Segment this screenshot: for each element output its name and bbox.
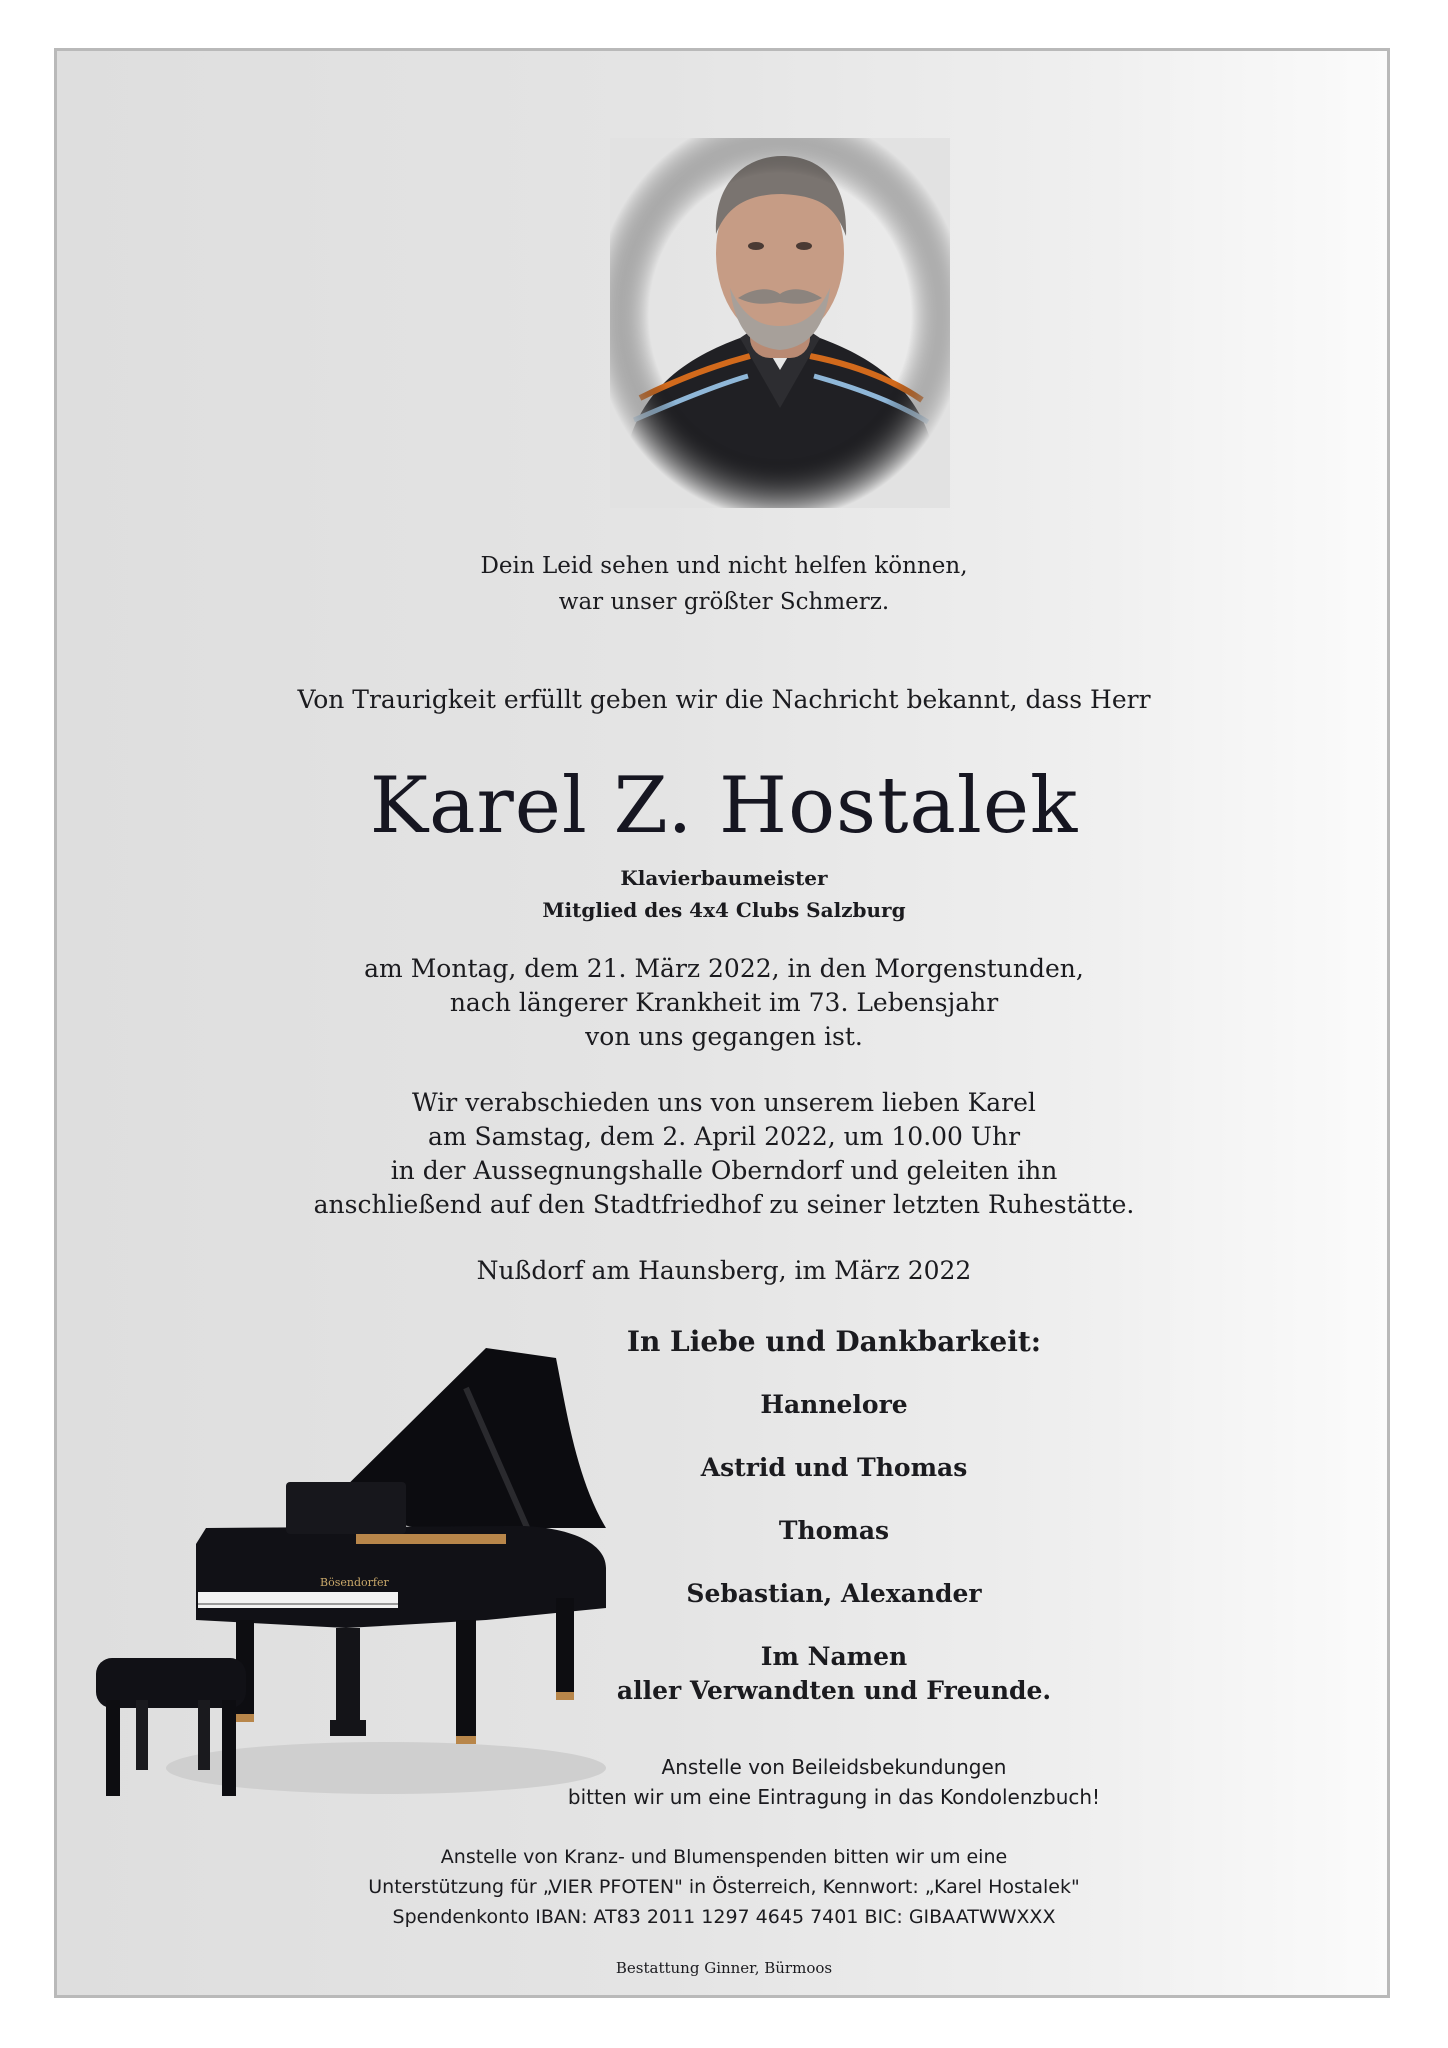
donation-line: Anstelle von Kranz- und Blumenspenden bitten wir um eine	[440, 1846, 1008, 1868]
funeral-text	[0, 1086, 1448, 1222]
undertaker: Bestattung Ginner, Bürmoos	[615, 1959, 833, 1977]
bench-leg	[198, 1700, 210, 1770]
leg-cap	[236, 1714, 254, 1722]
condolence-line: bitten wir um eine Eintragung in das Kondolenzbuch!	[567, 1785, 1101, 1809]
announcement-intro: Von Traurigkeit erfüllt geben wir die Nachricht bekannt, dass Herr	[297, 685, 1151, 714]
mourner: Hannelore	[760, 1390, 908, 1419]
donation-note	[0, 1842, 1448, 1932]
verse-line: Dein Leid sehen und nicht helfen können,	[480, 553, 968, 579]
grand-piano-image	[86, 1328, 626, 1828]
verse-line: war unser größter Schmerz.	[558, 589, 890, 615]
piano-brand: Bösendorfer	[320, 1576, 389, 1589]
funeral-line: Wir verabschieden uns von unserem lieben Karel	[412, 1088, 1036, 1117]
mourner: aller Verwandten und Freunde.	[616, 1676, 1052, 1705]
passing-line: nach längerer Krankheit im 73. Lebensjahr	[449, 988, 999, 1017]
funeral-line: anschließend auf den Stadtfriedhof zu seiner letzten Ruhestätte.	[313, 1190, 1135, 1219]
passing-line: am Montag, dem 21. März 2022, in den Morgenstunden,	[364, 954, 1084, 983]
pedal-box	[330, 1720, 366, 1736]
funeral-line: am Samstag, dem 2. April 2022, um 10.00 Uhr	[427, 1122, 1021, 1151]
deceased-titles	[0, 862, 1448, 926]
pedal-lyre	[336, 1628, 360, 1724]
mourners-list	[560, 1388, 1108, 1708]
mourner: Im Namen	[760, 1642, 908, 1671]
mourner: Sebastian, Alexander	[686, 1579, 982, 1608]
mourner: Thomas	[778, 1516, 890, 1545]
bench-leg	[136, 1700, 148, 1770]
piano-rim-gold	[356, 1534, 506, 1544]
mourner: Astrid und Thomas	[700, 1453, 968, 1482]
verse	[0, 548, 1448, 620]
music-stand	[286, 1482, 406, 1534]
passing-text	[0, 952, 1448, 1054]
bench-leg	[106, 1700, 120, 1796]
donation-line: Spendenkonto IBAN: AT83 2011 1297 4645 7401 BIC: GIBAATWWXXX	[392, 1906, 1056, 1928]
bench-leg	[222, 1700, 236, 1796]
portrait-photo	[610, 138, 950, 508]
piano-keys	[198, 1592, 398, 1608]
leg-cap	[456, 1736, 476, 1744]
funeral-line: in der Aussegnungshalle Oberndorf und geleiten ihn	[390, 1156, 1058, 1185]
title-line: Klavierbaumeister	[620, 866, 828, 890]
place-date: Nußdorf am Haunsberg, im März 2022	[476, 1256, 972, 1285]
donation-line: Unterstützung für „VIER PFOTEN" in Österreich, Kennwort: „Karel Hostalek"	[368, 1876, 1080, 1898]
title-line: Mitglied des 4x4 Clubs Salzburg	[542, 898, 906, 922]
condolence-line: Anstelle von Beileidsbekundungen	[661, 1755, 1007, 1779]
condolence-note	[560, 1752, 1108, 1812]
mourning-heading: In Liebe und Dankbarkeit:	[626, 1325, 1042, 1358]
passing-line: von uns gegangen ist.	[585, 1022, 863, 1051]
piano-leg-middle	[456, 1620, 476, 1740]
deceased-name: Karel Z. Hostalek	[369, 761, 1079, 851]
